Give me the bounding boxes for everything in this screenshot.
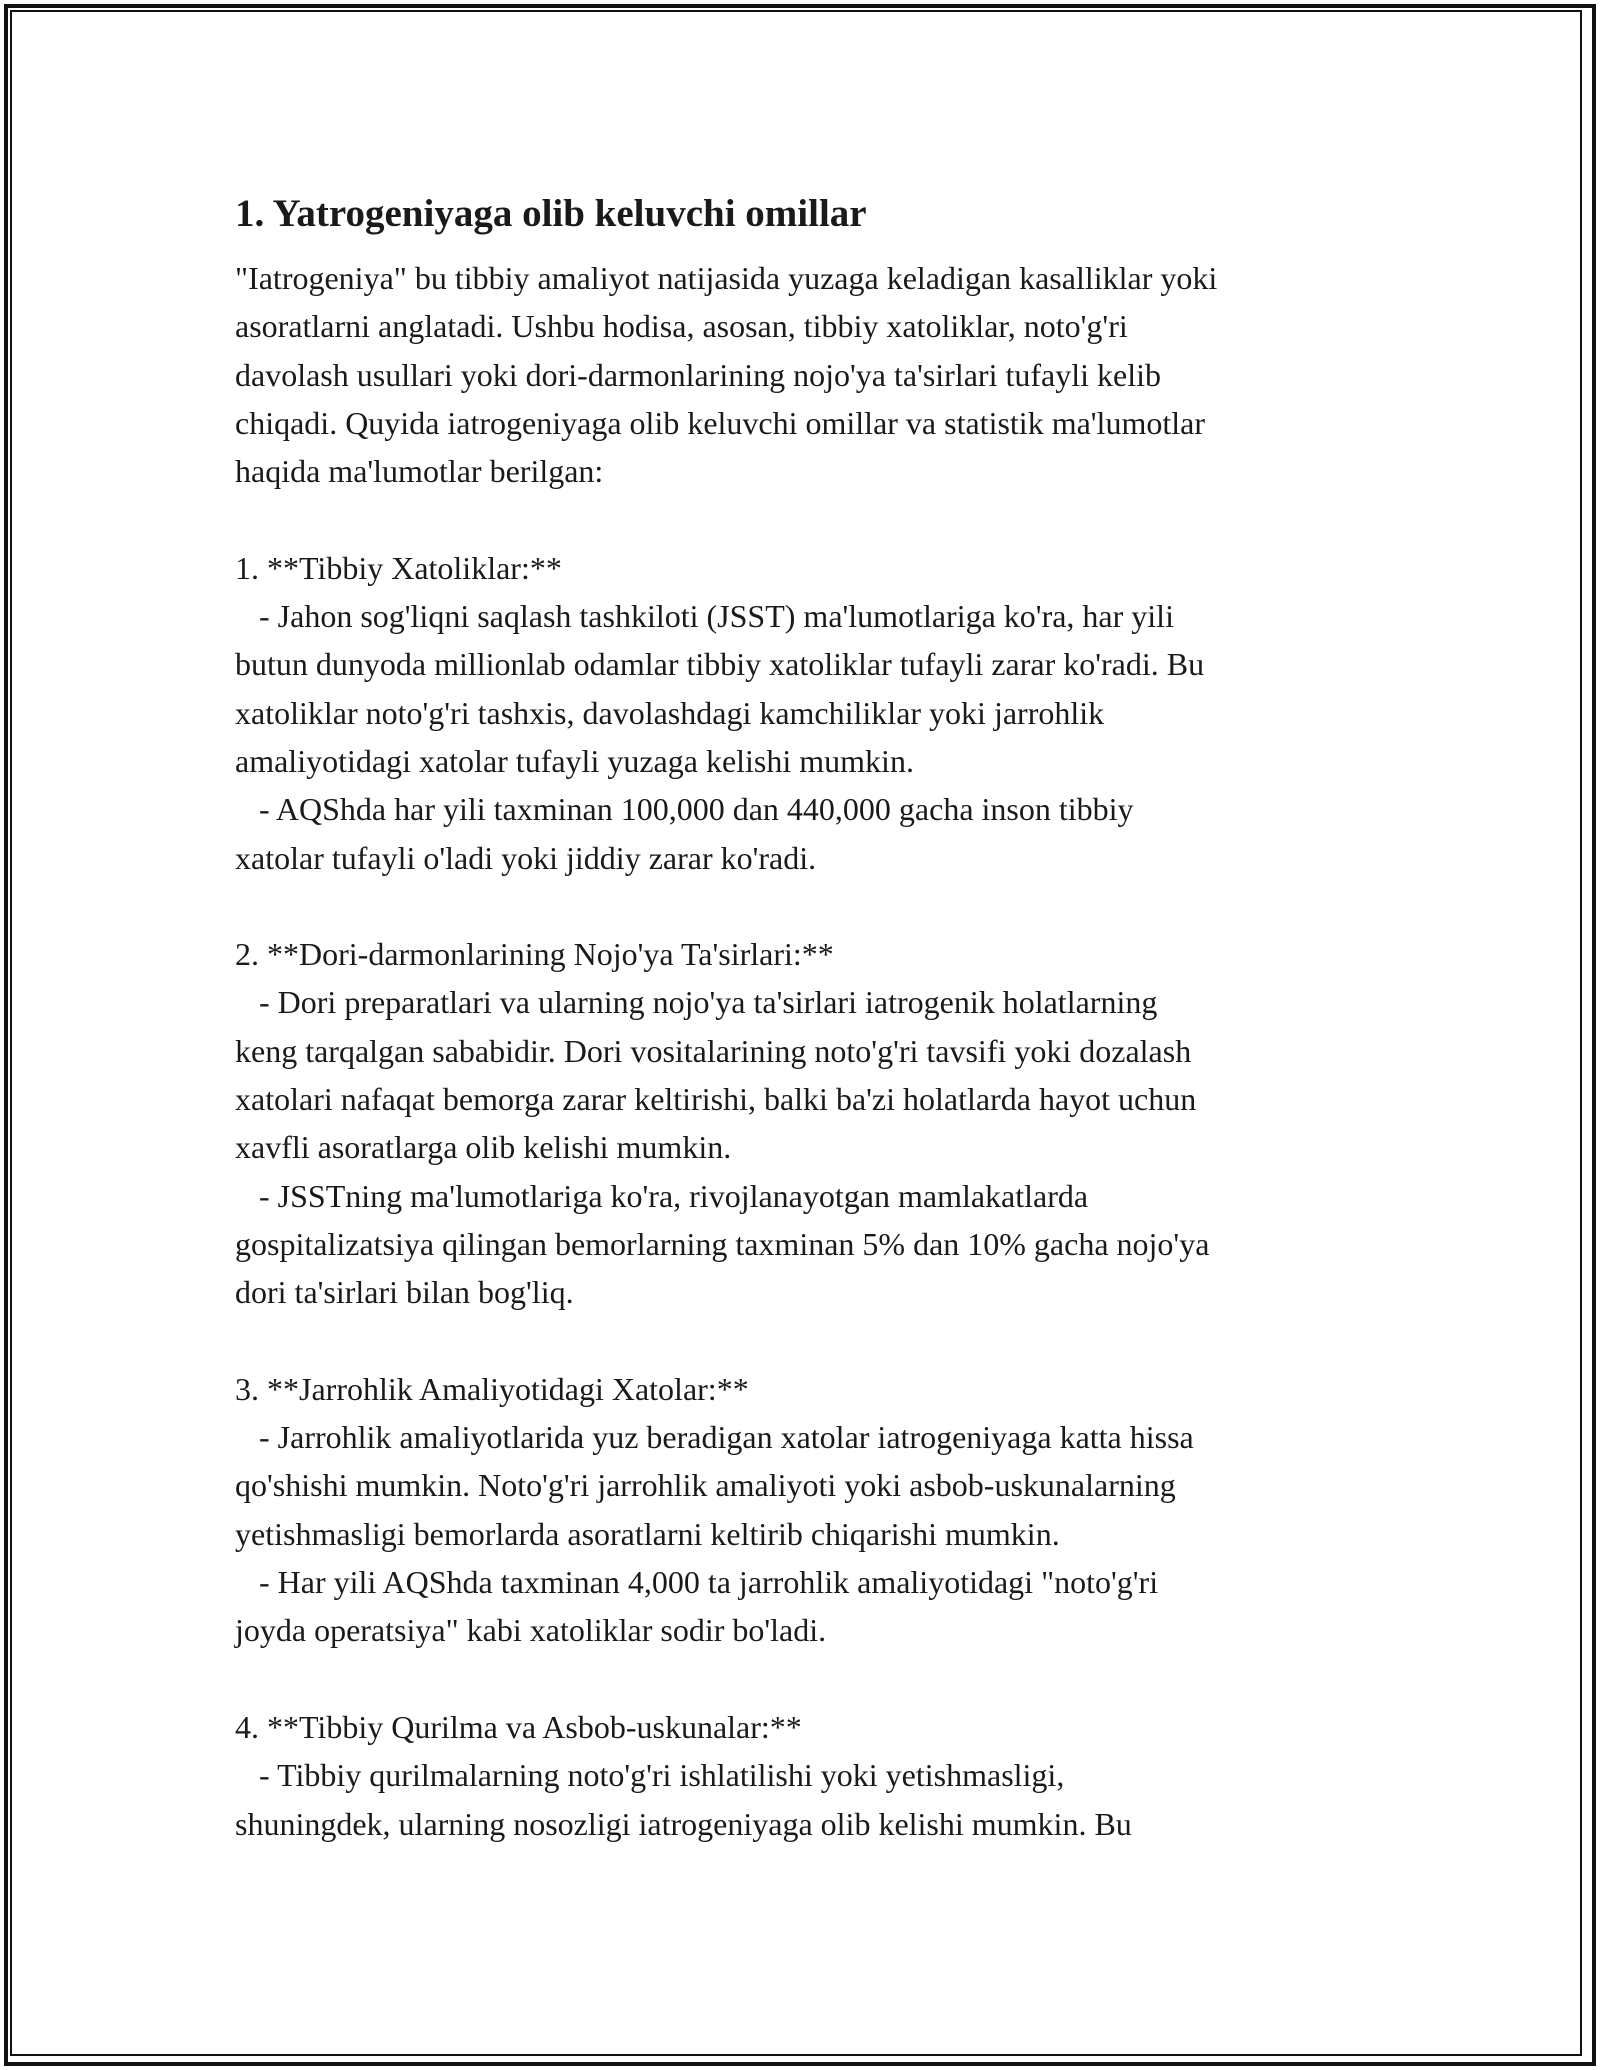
document-page: [235, 186, 1395, 1848]
document-body-text: "Iatrogeniya" bu tibbiy amaliyot natijasida yuzaga keladigan kasalliklar yoki asoratlarni anglatadi. Ushbu hodisa, asosan, tibbiy xatoliklar, noto'g'ri davolash usullari yoki dori-darmonlarining nojo'ya ta'sirlari tufayli kelib chiqadi. Quyida iatrogeniyaga olib keluvchi omillar va statistik ma'lumotlar haqida ma'lumotlar berilgan: 1. **Tibbiy Xatoliklar:** - Jahon sog'liqni saqlash tashkiloti (JSST) ma'lumotlariga ko'ra, har yili butun dunyoda millionlab odamlar tibbiy xatoliklar tufayli zarar ko'radi. Bu xatoliklar noto'g'ri tashxis, davolashdagi kamchiliklar yoki jarrohlik amaliyotidagi xatolar tufayli yuzaga kelishi mumkin. - AQShda har yili taxminan 100,000 dan 440,000 gacha inson tibbiy xatolar tufayli o'ladi yoki jiddiy zarar ko'radi. 2. **Dori-darmonlarining Nojo'ya Ta'sirlari:** - Dori preparatlari va ularning nojo'ya ta'sirlari iatrogenik holatlarning keng tarqalgan sababidir. Dori vositalarining noto'g'ri tavsifi yoki dozalash xatolari nafaqat bemorga zarar keltirishi, balki ba'zi holatlarda hayot uchun xavfli asoratlarga olib kelishi mumkin. - JSSTning ma'lumotlariga ko'ra, rivojlanayotgan mamlakatlarda gospitalizatsiya qilingan bemorlarning taxminan 5% dan 10% gacha nojo'ya dori ta'sirlari bilan bog'liq. 3. **Jarrohlik Amaliyotidagi Xatolar:** - Jarrohlik amaliyotlarida yuz beradigan xatolar iatrogeniyaga katta hissa qo'shishi mumkin. Noto'g'ri jarrohlik amaliyoti yoki asbob-uskunalarning yetishmasligi bemorlarda asoratlarni keltirib chiqarishi mumkin. - Har yili AQShda taxminan 4,000 ta jarrohlik amaliyotidagi "noto'g'ri joyda operatsiya" kabi xatoliklar sodir bo'ladi. 4. **Tibbiy Qurilma va Asbob-uskunalar:** - Tibbiy qurilmalarning noto'g'ri ishlatilishi yoki yetishmasligi, shuningdek, ularning nosozligi iatrogeniyaga olib kelishi mumkin. Bu: [235, 260, 1218, 1842]
section-heading: 1. Yatrogeniyaga olib keluvchi omillar: [235, 192, 867, 235]
